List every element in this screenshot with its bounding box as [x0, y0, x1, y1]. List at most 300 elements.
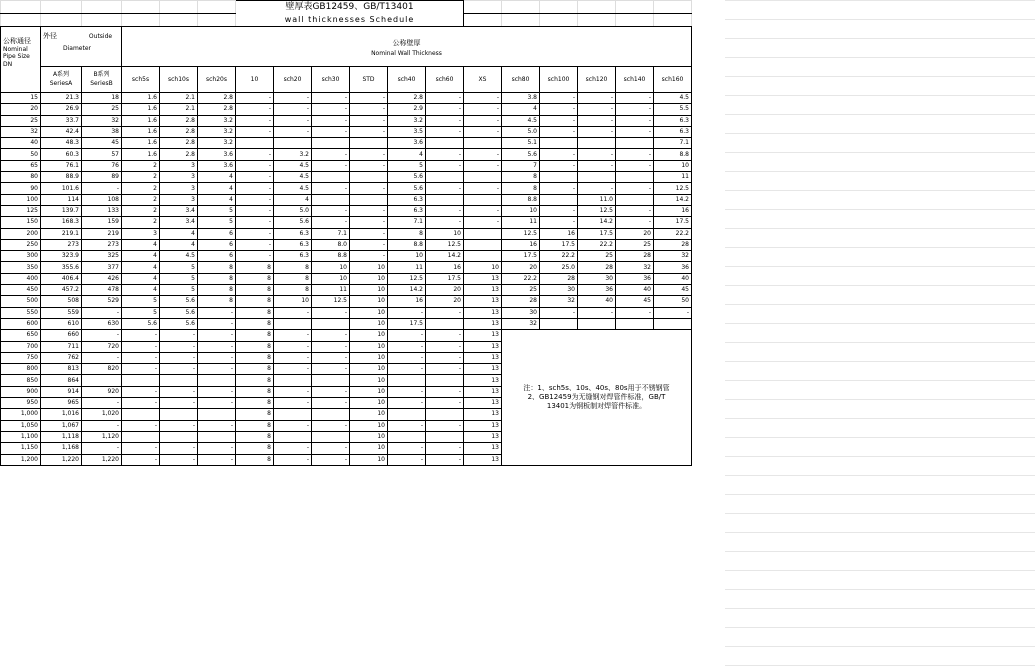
table-cell: 6.3 — [388, 194, 426, 205]
table-cell: 108 — [82, 194, 122, 205]
table-cell: 10 — [350, 375, 388, 386]
table-cell: - — [464, 149, 502, 160]
table-cell: 1.6 — [122, 138, 160, 149]
table-cell: 168.3 — [41, 217, 82, 228]
table-cell: - — [160, 364, 198, 375]
table-cell: 3.2 — [274, 149, 312, 160]
table-cell: 5 — [198, 217, 236, 228]
table-cell: - — [616, 104, 654, 115]
table-cell — [464, 138, 502, 149]
table-cell: - — [236, 239, 274, 250]
table-cell: - — [312, 183, 350, 194]
schedule-header: sch160 — [654, 67, 692, 93]
schedule-header: 10 — [236, 67, 274, 93]
table-cell: 48.3 — [41, 138, 82, 149]
table-cell: - — [540, 160, 578, 171]
table-cell: - — [312, 217, 350, 228]
table-cell: 10 — [350, 307, 388, 318]
table-cell: - — [122, 352, 160, 363]
table-cell — [616, 318, 654, 329]
table-cell: 10 — [350, 352, 388, 363]
table-cell — [616, 138, 654, 149]
table-cell: 88.9 — [41, 172, 82, 183]
table-cell: 8 — [236, 454, 274, 465]
series-b-en: SeriesB — [90, 80, 113, 87]
table-cell: 3 — [160, 183, 198, 194]
table-cell: 2.8 — [160, 115, 198, 126]
table-cell: 13 — [464, 296, 502, 307]
dn-cell: 400 — [1, 273, 41, 284]
table-cell: 8 — [236, 273, 274, 284]
table-cell: 25 — [616, 239, 654, 250]
table-cell: 219 — [82, 228, 122, 239]
dn-cell: 800 — [1, 364, 41, 375]
table-cell — [426, 375, 464, 386]
notes-cell — [502, 330, 692, 466]
table-cell: - — [350, 93, 388, 104]
table-cell — [198, 375, 236, 386]
table-cell: 2.8 — [198, 93, 236, 104]
table-cell: 3.6 — [198, 160, 236, 171]
table-cell: 25 — [82, 104, 122, 115]
table-cell — [388, 431, 426, 442]
table-cell: - — [312, 205, 350, 216]
table-cell: - — [350, 239, 388, 250]
schedule-header: sch80 — [502, 67, 540, 93]
table-cell: 33.7 — [41, 115, 82, 126]
table-cell: 10 — [350, 318, 388, 329]
table-cell: - — [616, 160, 654, 171]
table-cell: 8 — [236, 318, 274, 329]
table-cell: 4 — [388, 149, 426, 160]
table-cell: - — [274, 352, 312, 363]
table-cell: - — [122, 330, 160, 341]
table-cell: 10 — [654, 160, 692, 171]
table-cell: - — [350, 217, 388, 228]
table-cell — [312, 431, 350, 442]
dn-cell: 200 — [1, 228, 41, 239]
table-cell: 17.5 — [540, 239, 578, 250]
table-cell: 8 — [236, 262, 274, 273]
table-cell: 5.6 — [388, 183, 426, 194]
table-cell: - — [274, 341, 312, 352]
table-cell: 457.2 — [41, 285, 82, 296]
table-cell: 42.4 — [41, 126, 82, 137]
table-cell: - — [236, 217, 274, 228]
dn-cell: 125 — [1, 205, 41, 216]
schedule-header: sch140 — [616, 67, 654, 93]
table-cell: - — [426, 183, 464, 194]
table-cell: 3 — [160, 172, 198, 183]
table-cell — [464, 239, 502, 250]
table-cell: - — [236, 126, 274, 137]
table-cell: 45 — [654, 285, 692, 296]
table-cell: - — [426, 352, 464, 363]
table-cell: - — [122, 364, 160, 375]
table-cell: 5 — [122, 296, 160, 307]
table-cell: 6.3 — [274, 228, 312, 239]
table-cell: 5.6 — [160, 296, 198, 307]
dn-cell: 1,100 — [1, 431, 41, 442]
table-cell: 26.9 — [41, 104, 82, 115]
table-cell: 8 — [198, 285, 236, 296]
table-cell: - — [160, 386, 198, 397]
table-row — [1, 194, 692, 205]
table-cell: - — [464, 104, 502, 115]
od-label-en2: Diameter — [63, 45, 92, 52]
table-cell: 377 — [82, 262, 122, 273]
table-cell: 2.1 — [160, 104, 198, 115]
table-cell: 17.5 — [502, 251, 540, 262]
table-cell: 1.6 — [122, 149, 160, 160]
table-cell — [312, 318, 350, 329]
table-cell: 6 — [198, 239, 236, 250]
table-cell: - — [616, 307, 654, 318]
table-cell: 4 — [122, 251, 160, 262]
dn-cell: 1,050 — [1, 420, 41, 431]
dn-cell: 600 — [1, 318, 41, 329]
table-cell: 8 — [236, 375, 274, 386]
table-cell: - — [350, 251, 388, 262]
table-cell: 3 — [122, 228, 160, 239]
dn-cell: 350 — [1, 262, 41, 273]
table-cell: - — [236, 194, 274, 205]
table-cell: - — [198, 364, 236, 375]
table-cell: - — [312, 307, 350, 318]
table-cell — [350, 172, 388, 183]
table-cell: - — [426, 364, 464, 375]
table-cell: - — [426, 398, 464, 409]
table-cell: - — [464, 183, 502, 194]
table-cell: 22.2 — [540, 251, 578, 262]
table-cell: 10 — [350, 454, 388, 465]
table-cell: 17.5 — [388, 318, 426, 329]
table-cell: 14.2 — [578, 217, 616, 228]
table-cell: 10 — [350, 443, 388, 454]
table-cell: - — [312, 93, 350, 104]
table-cell: 8 — [274, 262, 312, 273]
table-cell — [122, 375, 160, 386]
table-cell: - — [388, 454, 426, 465]
table-cell: - — [350, 104, 388, 115]
table-cell: - — [426, 93, 464, 104]
table-cell: - — [350, 183, 388, 194]
table-cell: 8 — [236, 307, 274, 318]
table-cell: 25 — [502, 285, 540, 296]
table-cell — [82, 375, 122, 386]
table-cell: 20 — [502, 262, 540, 273]
table-cell: - — [236, 228, 274, 239]
table-cell: 1.6 — [122, 115, 160, 126]
table-cell: 630 — [82, 318, 122, 329]
table-cell: - — [236, 93, 274, 104]
table-cell: - — [616, 115, 654, 126]
table-cell — [312, 194, 350, 205]
table-cell — [540, 318, 578, 329]
table-cell: - — [122, 454, 160, 465]
table-cell: - — [198, 454, 236, 465]
table-cell: - — [426, 307, 464, 318]
table-cell: 8.0 — [312, 239, 350, 250]
table-cell: - — [198, 318, 236, 329]
table-cell: - — [388, 330, 426, 341]
schedule-header: STD — [350, 67, 388, 93]
table-cell: 3.2 — [198, 115, 236, 126]
table-cell: - — [578, 183, 616, 194]
table-cell: - — [312, 352, 350, 363]
table-row — [1, 296, 692, 307]
table-cell: - — [160, 330, 198, 341]
table-cell: 2.8 — [160, 126, 198, 137]
table-cell: 32 — [502, 318, 540, 329]
table-cell: - — [464, 160, 502, 171]
dn-label-zh: 公称通径 — [3, 37, 31, 45]
table-cell: 40 — [578, 296, 616, 307]
table-cell — [350, 194, 388, 205]
table-cell: - — [274, 104, 312, 115]
od-header — [41, 27, 122, 67]
table-cell: - — [122, 341, 160, 352]
schedule-header: sch10s — [160, 67, 198, 93]
table-cell: 20 — [426, 296, 464, 307]
dn-cell: 1,200 — [1, 454, 41, 465]
table-cell — [388, 409, 426, 420]
table-cell: 864 — [41, 375, 82, 386]
table-cell: 10 — [350, 296, 388, 307]
table-cell: 10 — [350, 285, 388, 296]
table-cell: 4 — [122, 285, 160, 296]
table-cell: - — [236, 160, 274, 171]
table-row — [1, 93, 692, 104]
table-cell: 101.6 — [41, 183, 82, 194]
table-cell: 6.3 — [274, 251, 312, 262]
table-cell: - — [274, 330, 312, 341]
table-cell: 11 — [312, 285, 350, 296]
table-cell: - — [312, 420, 350, 431]
dn-cell: 750 — [1, 352, 41, 363]
table-cell: 1,067 — [41, 420, 82, 431]
table-cell: - — [198, 341, 236, 352]
table-cell: - — [578, 126, 616, 137]
table-cell: - — [236, 115, 274, 126]
table-cell: - — [426, 341, 464, 352]
table-cell: - — [82, 398, 122, 409]
dn-cell: 40 — [1, 138, 41, 149]
table-cell: - — [236, 104, 274, 115]
table-cell — [464, 194, 502, 205]
table-cell — [578, 318, 616, 329]
table-cell: 920 — [82, 386, 122, 397]
table-cell: 355.6 — [41, 262, 82, 273]
table-cell: 18 — [82, 93, 122, 104]
table-cell: 2.9 — [388, 104, 426, 115]
table-cell: - — [616, 205, 654, 216]
dn-cell: 650 — [1, 330, 41, 341]
table-cell: - — [616, 217, 654, 228]
table-cell: - — [236, 183, 274, 194]
table-cell: - — [426, 160, 464, 171]
table-cell: 13 — [464, 364, 502, 375]
table-cell: 12.5 — [578, 205, 616, 216]
table-cell: 762 — [41, 352, 82, 363]
table-cell: 159 — [82, 217, 122, 228]
table-cell: 1,118 — [41, 431, 82, 442]
table-cell: 6 — [198, 251, 236, 262]
table-row — [1, 228, 692, 239]
table-cell: 406.4 — [41, 273, 82, 284]
table-cell: 10 — [350, 420, 388, 431]
table-cell: 7.1 — [388, 217, 426, 228]
table-row — [1, 149, 692, 160]
table-cell: 17.5 — [578, 228, 616, 239]
table-cell: - — [274, 93, 312, 104]
table-cell: - — [388, 341, 426, 352]
table-cell: - — [540, 93, 578, 104]
table-cell: 5.6 — [502, 149, 540, 160]
table-cell: - — [388, 443, 426, 454]
table-cell: 3.8 — [502, 93, 540, 104]
table-cell: - — [426, 420, 464, 431]
table-cell: 8 — [198, 262, 236, 273]
table-cell: - — [274, 443, 312, 454]
table-cell: - — [426, 205, 464, 216]
table-cell: - — [274, 307, 312, 318]
table-cell: 7 — [502, 160, 540, 171]
table-cell: - — [236, 251, 274, 262]
table-cell: 45 — [82, 138, 122, 149]
table-cell: - — [312, 126, 350, 137]
table-cell: 32 — [654, 251, 692, 262]
dn-cell: 450 — [1, 285, 41, 296]
table-cell: 219.1 — [41, 228, 82, 239]
table-cell: 4.5 — [654, 93, 692, 104]
table-cell: 16 — [502, 239, 540, 250]
table-cell — [654, 318, 692, 329]
table-cell: 3 — [160, 194, 198, 205]
table-cell: 3.4 — [160, 217, 198, 228]
table-cell — [350, 138, 388, 149]
table-cell: 38 — [82, 126, 122, 137]
table-cell: 22.2 — [654, 228, 692, 239]
table-cell: 8 — [236, 352, 274, 363]
table-cell: 16 — [540, 228, 578, 239]
table-cell: 32 — [540, 296, 578, 307]
table-cell: 45 — [616, 296, 654, 307]
table-cell — [274, 409, 312, 420]
table-cell: 8 — [236, 330, 274, 341]
table-cell: - — [82, 352, 122, 363]
table-cell: - — [82, 330, 122, 341]
table-cell: 13 — [464, 420, 502, 431]
table-cell: 4 — [274, 194, 312, 205]
table-cell: 1,220 — [82, 454, 122, 465]
note-line: 注：1、sch5s、10s、40s、80s用于不锈钢管 — [523, 383, 670, 392]
table-cell: 5.6 — [274, 217, 312, 228]
schedule-header: sch40 — [388, 67, 426, 93]
table-cell: - — [198, 443, 236, 454]
table-cell: - — [312, 398, 350, 409]
table-cell: - — [312, 443, 350, 454]
table-cell: 3.6 — [388, 138, 426, 149]
table-cell: 8 — [236, 409, 274, 420]
table-cell: - — [274, 126, 312, 137]
table-row — [1, 115, 692, 126]
table-cell: - — [82, 307, 122, 318]
series-a-en: SeriesA — [49, 80, 73, 87]
table-cell: 529 — [82, 296, 122, 307]
table-cell: - — [426, 443, 464, 454]
dn-cell: 50 — [1, 149, 41, 160]
table-cell: 13 — [464, 386, 502, 397]
schedule-header: XS — [464, 67, 502, 93]
dn-cell: 1,150 — [1, 443, 41, 454]
dn-unit: DN — [3, 60, 13, 68]
table-cell: 6.3 — [654, 115, 692, 126]
table-cell: 965 — [41, 398, 82, 409]
table-cell: 11 — [654, 172, 692, 183]
table-cell: - — [350, 160, 388, 171]
table-cell: - — [122, 386, 160, 397]
table-row — [1, 205, 692, 216]
table-row — [1, 172, 692, 183]
schedule-header: sch5s — [122, 67, 160, 93]
table-cell: 10 — [274, 296, 312, 307]
dn-cell: 80 — [1, 172, 41, 183]
dn-cell: 950 — [1, 398, 41, 409]
table-cell: 8.8 — [654, 149, 692, 160]
table-cell: - — [540, 104, 578, 115]
table-cell: 40 — [654, 273, 692, 284]
table-cell: 720 — [82, 341, 122, 352]
table-cell: - — [274, 364, 312, 375]
table-cell: 4 — [502, 104, 540, 115]
table-cell: 10 — [350, 398, 388, 409]
table-cell: - — [540, 217, 578, 228]
table-cell: 1,220 — [41, 454, 82, 465]
table-cell: - — [274, 420, 312, 431]
table-cell: 10 — [350, 364, 388, 375]
table-cell: - — [236, 205, 274, 216]
table-cell: 50 — [654, 296, 692, 307]
od-label-en1: Outside — [88, 33, 113, 40]
dn-cell: 150 — [1, 217, 41, 228]
table-cell: - — [426, 386, 464, 397]
table-cell: 13 — [464, 307, 502, 318]
table-row — [1, 251, 692, 262]
table-cell: 610 — [41, 318, 82, 329]
table-cell: 711 — [41, 341, 82, 352]
table-cell: 8 — [236, 420, 274, 431]
table-cell: 20 — [616, 228, 654, 239]
table-row — [1, 318, 692, 329]
table-cell: 8 — [236, 364, 274, 375]
table-cell — [122, 431, 160, 442]
table-cell: - — [350, 115, 388, 126]
wt-header — [122, 27, 692, 67]
table-row — [1, 126, 692, 137]
table-cell: 6.3 — [654, 126, 692, 137]
table-cell: 8 — [236, 296, 274, 307]
dn-cell: 850 — [1, 375, 41, 386]
table-row — [1, 285, 692, 296]
table-cell — [312, 375, 350, 386]
table-cell: 12.5 — [426, 239, 464, 250]
table-cell: - — [312, 115, 350, 126]
table-cell: - — [578, 160, 616, 171]
table-row — [1, 183, 692, 194]
table-cell: 5 — [160, 273, 198, 284]
table-row — [1, 104, 692, 115]
